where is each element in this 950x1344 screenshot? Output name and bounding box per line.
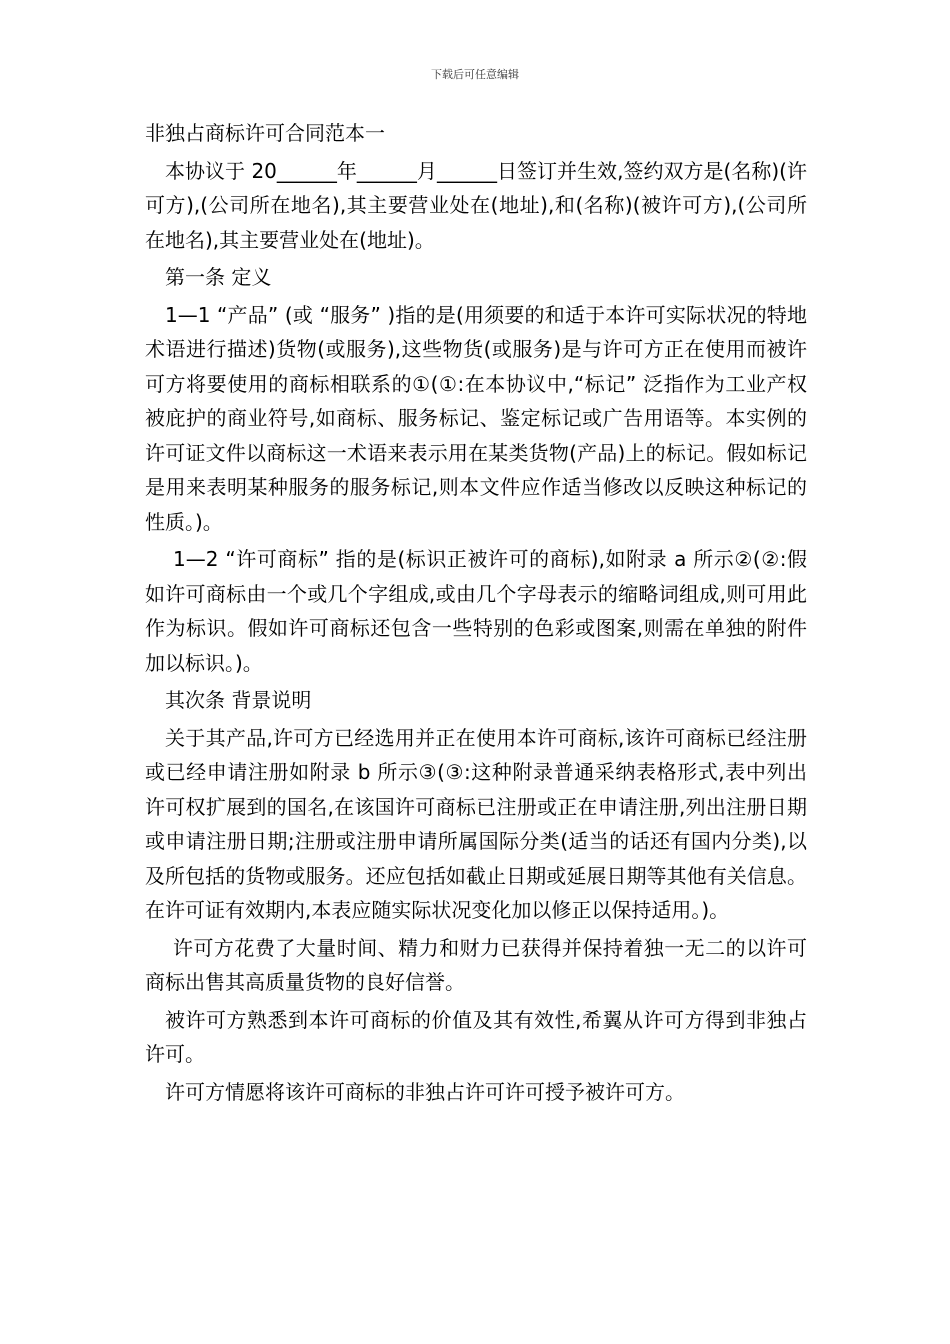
section-heading-definitions: 第一条 定义 bbox=[165, 265, 272, 289]
paragraph-definition-products: 1—1 “产品” (或 “服务” )指的是(用须要的和适于本许可实际状况的特地术语进行描述)货物(或服务),这些物货(或服务)是与许可方正在使用而被许可方将要使用的商标相联系的①(①:在本协议中,“标记” 泛指作为工业产权被庇护的商业符号,如商标、服务标记、鉴定标记或广告用语等。本实例的许可证文件以商标这一术语来表示用在某类货物(产品)上的标记。假如标记是用来表明某种服务的服务标记,则本文件应作适当修改以反映这种标记的性质。)。 bbox=[145, 302, 807, 534]
section-heading-background: 其次条 背景说明 bbox=[165, 688, 312, 712]
paragraph-definition-licensed-mark: 1—2 “许可商标” 指的是(标识正被许可的商标),如附录 a 所示②(②:假如许可商标由一个或几个字组成,或由几个字母表示的缩略词组成,则可用此作为标识。假如许可商标还包含一些特别的色彩或图案,则需在单独的附件加以标识。)。 bbox=[145, 547, 807, 675]
paragraph-agreement-parties: 本协议于 20______年______月______日签订并生效,签约双方是(名称)(许可方),(公司所在地名),其主要营业处在(地址),和(名称)(被许可方),(公司所在地名),其主要营业处在(地址)。 bbox=[145, 158, 807, 252]
document-body bbox=[145, 116, 807, 1112]
paragraph-background-goodwill: 许可方花费了大量时间、精力和财力已获得并保持着独一无二的以许可商标出售其高质量货物的良好信誉。 bbox=[145, 935, 807, 994]
document-title: 非独占商标许可合同范本一 bbox=[145, 121, 385, 145]
paragraph-background-registration: 关于其产品,许可方已经选用并正在使用本许可商标,该许可商标已经注册或已经申请注册如附录 b 所示③(③:这种附录普通采纳表格形式,表中列出许可权扩展到的国名,在该国许可商标已注册或正在申请注册,列出注册日期或申请注册日期;注册或注册申请所属国际分类(适当的话还有国内分类),以及所包括的货物或服务。还应包括如截止日期或延展日期等其他有关信息。在许可证有效期内,本表应随实际状况变化加以修正以保持适用。)。 bbox=[145, 725, 807, 922]
page-header-note: 下载后可任意编辑 bbox=[431, 68, 519, 81]
paragraph-background-grant: 许可方情愿将该许可商标的非独占许可许可授予被许可方。 bbox=[165, 1079, 685, 1104]
paragraph-background-licensee-wish: 被许可方熟悉到本许可商标的价值及其有效性,希翼从许可方得到非独占许可。 bbox=[145, 1007, 807, 1066]
